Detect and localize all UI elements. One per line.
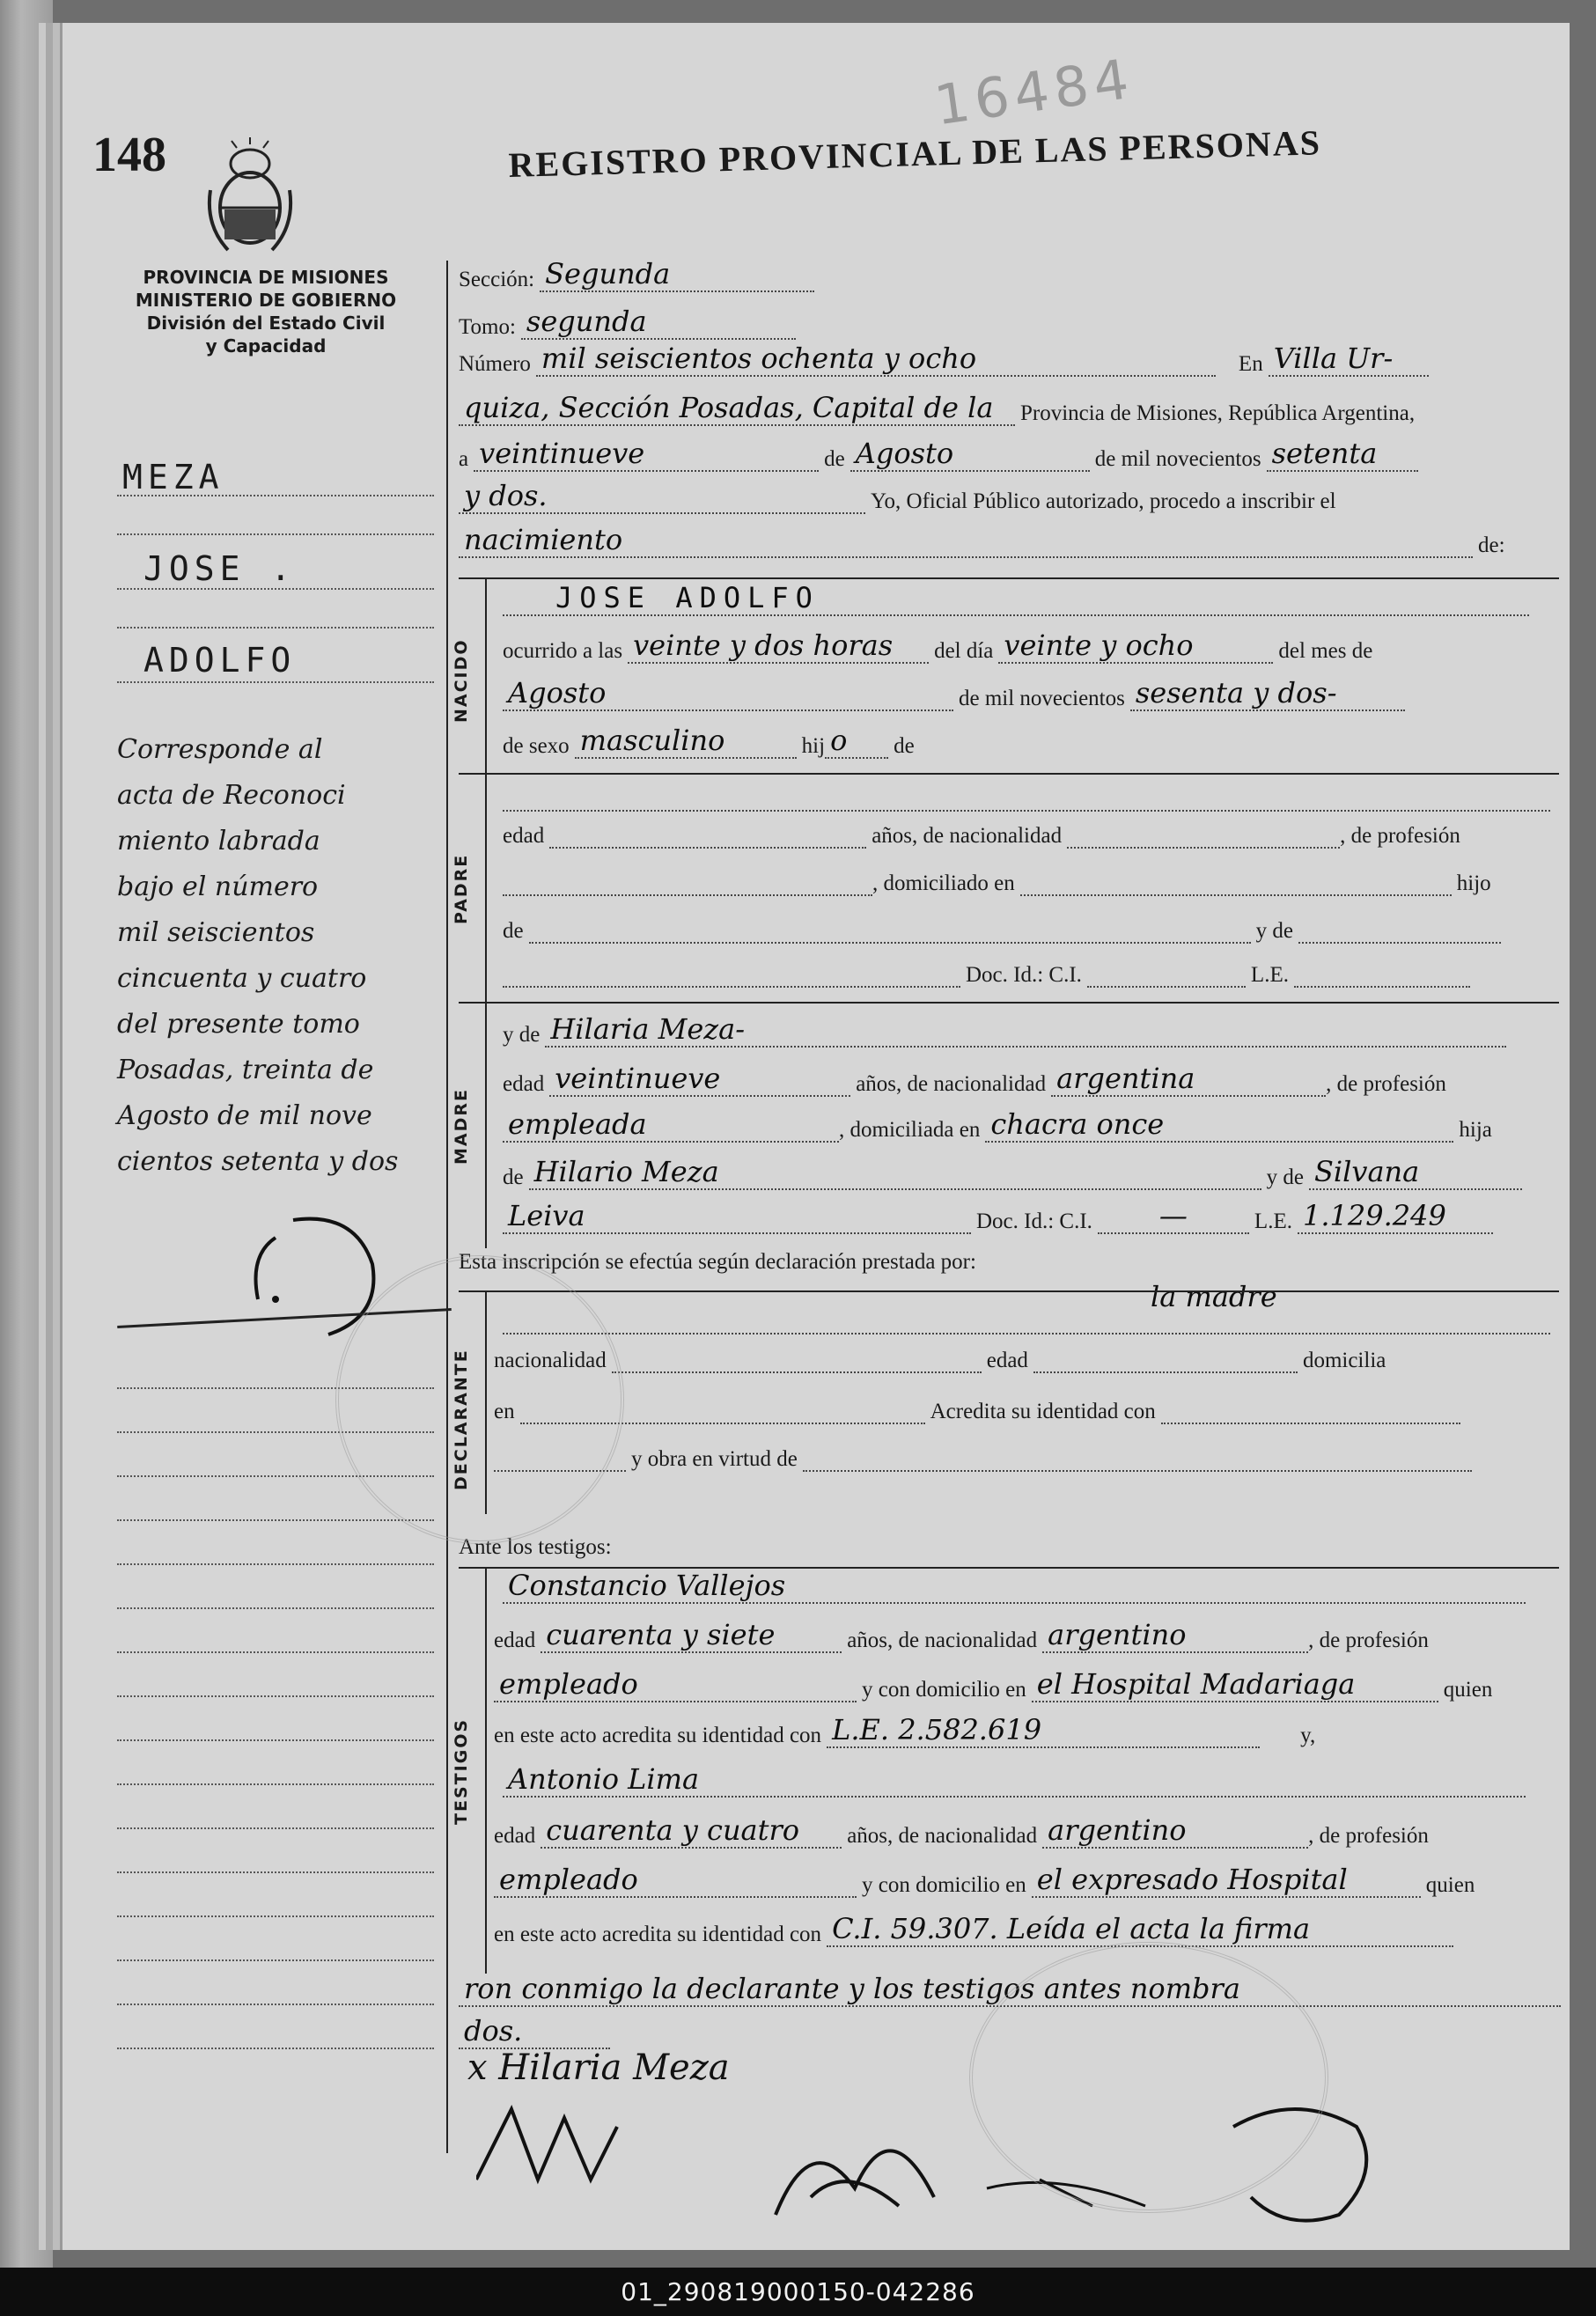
t2-dom-value: el expresado Hospital [1032,1863,1421,1898]
padre-rule [503,810,1550,812]
section-testigos [452,1567,1559,1974]
row-ocurrido [503,629,1372,664]
declarante-signature: x Hilaria Meza [467,2048,730,2088]
margin-rule [117,1651,434,1653]
margin-note-line: bajo el número [117,871,319,902]
testigos-tab-label: TESTIGOS [452,1717,471,1825]
padre-le-field [1294,959,1470,988]
row-madre-edad [503,1062,1446,1097]
t1-edad-value: cuarenta y siete [541,1618,842,1653]
madre-doc-label: Doc. Id.: C.I. [976,1209,1092,1233]
pencil-annotation: 16484 [930,46,1138,138]
row-t1-edad [494,1618,1429,1653]
row-madre-dom [503,1107,1492,1143]
margin-rule [117,1959,434,1961]
padre-prof-field [503,868,872,896]
margin-rule [117,2048,434,2049]
margin-rule [117,1739,434,1741]
decl-nac-field [612,1345,982,1373]
issuer-block [121,266,411,357]
testigos-intro: Ante los testigos: [459,1535,612,1559]
place-value: quiza, Sección Posadas, Capital de la [459,391,1015,426]
coat-of-arms-icon [202,137,298,261]
de-label: de [824,447,845,471]
madre-le-value: 1.129.249 [1298,1199,1493,1234]
book-edge [0,0,53,2271]
t1-id-value: L.E. 2.582.619 [827,1713,1260,1748]
margin-note-line: cientos setenta y dos [117,1146,399,1177]
t1-y-label: y, [1300,1724,1316,1747]
padre-doc-field0 [503,959,960,988]
row-madre-parents [503,1155,1522,1190]
hour-value: veinte y dos horas [628,629,929,664]
provincia-text: Provincia de Misiones, República Argentina, [1020,401,1416,425]
row-t2-edad [494,1813,1429,1849]
t2-prof-label: , de profesión [1308,1824,1429,1848]
closing-line2: dos. [459,2014,610,2049]
madre-mother-value: Silvana [1309,1155,1522,1190]
madre-tab [452,1004,487,1248]
decl-dom-label: domicilia [1302,1349,1386,1372]
sexo-value: masculino [575,724,797,759]
decl-edad-field [1033,1345,1298,1373]
decl-en-label: en [494,1400,515,1423]
sexo-label: de sexo [503,734,570,758]
row-t1-name [503,1569,1526,1604]
declarante-intro: Esta inscripción se efectúa según declaración prestada por: [459,1250,976,1274]
oficial-text: Yo, Oficial Público autorizado, procedo a inscribir el [871,489,1336,513]
birth-day-value: veinte y ocho [998,629,1273,664]
column-divider [446,261,448,2153]
issuer-ministry: MINISTERIO DE GOBIERNO [135,290,397,311]
row-madre-doc [503,1199,1493,1234]
issuer-division: División del Estado Civil [146,312,386,334]
t1-edad-label: edad [494,1629,536,1652]
madre-prof-label: , de profesión [1326,1072,1446,1096]
row-tomo [459,305,796,340]
padre-hijo-label: hijo [1456,871,1491,895]
margin-note-line: Agosto de mil nove [117,1100,372,1131]
row-t1-id [494,1713,1315,1748]
madre-yde2-label: y de [1266,1165,1304,1189]
registration-form [452,23,1570,2250]
t2-nac-value: argentino [1042,1813,1308,1849]
row-place [459,391,1415,426]
padre-dom-field [1020,868,1452,896]
row-closing2 [459,2014,610,2049]
closing-line1: ron conmigo la declarante y los testigos antes nombra [459,1972,1561,2007]
margin-rule [117,1783,434,1785]
birth-month-value: Agosto [503,676,953,711]
row-padre-doc [503,959,1470,988]
margin-rule [117,1915,434,1917]
t2-quien-label: quien [1425,1873,1475,1897]
row-date [459,437,1418,472]
margin-rule [117,1871,434,1873]
margin-note-line: miento labrada [117,826,320,857]
numero-label: Número [459,352,531,376]
row-decl-nac [494,1345,1386,1373]
margin-rule [117,1563,434,1565]
margin-rule [117,533,434,535]
madre-yde-label: y de [503,1023,541,1047]
year-value: setenta [1267,437,1418,472]
margin-name2: ADOLFO [143,641,297,680]
section-padre [452,773,1559,1004]
row-madre-name [503,1012,1506,1048]
month-value: Agosto [850,437,1090,472]
t2-edad-value: cuarenta y cuatro [541,1813,842,1849]
year-label: de mil novecientos [1094,447,1261,471]
margin-rule [117,1519,434,1521]
row-padre-edad [503,820,1460,849]
nacido-name: JOSE ADOLFO [503,581,1529,616]
year-cont-value: y dos. [459,479,865,514]
madre-name-value: Hilaria Meza- [545,1012,1506,1048]
birth-year-value: sesenta y dos- [1130,676,1405,711]
t1-prof-value: empleado [494,1667,857,1702]
padre-de-label: de [503,919,524,943]
document-title: REGISTRO PROVINCIAL DE LAS PERSONAS [508,122,1322,185]
padre-doc-field [1087,959,1246,988]
row-sexo [503,724,915,759]
row-padre-dom [503,868,1491,896]
padre-nac-label: años, de nacionalidad [872,824,1063,848]
scan-id-bar: 01_290819000150-042286 [0,2268,1596,2316]
padre-edad-label: edad [503,824,545,848]
margin-note-line: Posadas, treinta de [117,1055,374,1085]
margin-rule [117,2004,434,2005]
t2-id-value: C.I. 59.307. Leída el acta la firma [827,1912,1453,1947]
numero-value: mil seiscientos ochenta y ocho [536,342,1216,377]
margin-rule [117,588,434,590]
decl-obra-label: y obra en virtud de [631,1447,798,1471]
act-type-value: nacimiento [459,523,1473,558]
margin-rule [117,1827,434,1829]
margin-note-line: acta de Reconoci [117,780,346,811]
testigos-tab [452,1569,487,1974]
madre-dom-label: , domiciliada en [839,1118,981,1142]
row-seccion [459,257,814,292]
row-t2-id [494,1912,1453,1947]
row-oficial [459,479,1336,514]
madre-mother-value2: Leiva [503,1199,971,1234]
margin-note-line: mil seiscientos [117,917,315,948]
row-t1-dom [494,1667,1492,1702]
margin-name1: JOSE . [143,549,297,588]
margin-rule [117,495,434,496]
row-decl-obra [494,1444,1472,1472]
padre-doc-label: Doc. Id.: C.I. [966,963,1082,987]
t1-prof-label: , de profesión [1308,1629,1429,1652]
margin-note [117,727,445,1185]
padre-nac-field [1067,820,1340,849]
t1-quien-label: quien [1443,1678,1493,1702]
madre-prof-value: empleada [503,1107,839,1143]
ocurrido-label: ocurrido a las [503,639,623,663]
decl-edad-label: edad [986,1349,1028,1372]
declarante-por-value: la madre [1151,1280,1277,1313]
padre-edad-field [549,820,866,849]
padre-dom-label: , domiciliado en [872,871,1015,895]
t1-nac-value: argentino [1042,1618,1308,1653]
t2-edad-label: edad [494,1824,536,1848]
margin-rule [117,1607,434,1609]
row-t2-dom [494,1863,1475,1898]
margin-rule [117,627,434,629]
row-numero [459,342,1429,377]
decl-acredita-label: Acredita su identidad con [930,1400,1156,1423]
decl-nac-label: nacionalidad [494,1349,607,1372]
row-fullname [503,581,1529,616]
padre-yde-field [1298,915,1501,944]
madre-le-label: L.E. [1254,1209,1292,1233]
madre-edad-label: edad [503,1072,545,1096]
padre-tab-label: PADRE [452,853,471,925]
tomo-value: segunda [521,305,796,340]
margin-rule [117,1695,434,1697]
t2-name-value: Antonio Lima [503,1762,1526,1798]
section-madre [452,1002,1559,1248]
section-nacido [452,577,1559,775]
nacido-tab-label: NACIDO [452,638,471,723]
margin-surname: MEZA [122,458,224,496]
en-value: Villa Ur- [1269,342,1429,377]
t2-dom-label: y con domicilio en [862,1873,1026,1897]
a-label: a [459,447,469,471]
t1-dom-value: el Hospital Madariaga [1032,1667,1438,1702]
nacido-de-label: de [894,734,915,758]
del-dia-label: del día [934,639,994,663]
t2-acredita-label: en este acto acredita su identidad con [494,1923,822,1946]
madre-doc-value: — [1098,1199,1249,1234]
official-stamp [335,1255,624,1544]
official-stamp [969,1942,1328,2213]
t2-prof-value: empleado [494,1863,857,1898]
declarante-tab-label: DECLARANTE [452,1349,471,1491]
hijo-suffix: o [825,724,888,759]
seccion-value: Segunda [540,257,814,292]
row-t2-name [503,1762,1526,1798]
padre-prof-label: , de profesión [1340,824,1460,848]
margin-note-line: Corresponde al [117,734,323,765]
padre-yde-label: y de [1255,919,1293,943]
t2-nac-label: años, de nacionalidad [847,1824,1038,1848]
margin-note-line: cincuenta y cuatro [117,963,367,994]
t1-name-value: Constancio Vallejos [503,1569,1526,1604]
row-decl-en [494,1396,1460,1424]
birth-year-label: de mil novecientos [959,687,1125,710]
margin-rule [117,681,434,683]
t1-dom-label: y con domicilio en [862,1678,1026,1702]
seccion-label: Sección: [459,268,535,291]
issuer-province: PROVINCIA DE MISIONES [143,267,389,288]
issuer-division-cont: y Capacidad [205,335,327,357]
madre-dom-value: chacra once [985,1107,1453,1143]
document-page [60,23,1570,2250]
tomo-label: Tomo: [459,315,516,339]
row-month [503,676,1405,711]
del-mes-label: del mes de [1278,639,1373,663]
padre-le-label: L.E. [1250,963,1289,987]
t1-nac-label: años, de nacionalidad [847,1629,1038,1652]
madre-father-value: Hilario Meza [529,1155,1261,1190]
hijo-label: hij [801,734,826,758]
t1-acredita-label: en este acto acredita su identidad con [494,1724,822,1747]
madre-hija-label: hija [1459,1118,1492,1142]
declarante-rule [503,1333,1550,1334]
padre-de-field [529,915,1251,944]
madre-nac-value: argentina [1051,1062,1326,1097]
nacido-tab [452,579,487,775]
margin-note-line: del presente tomo [117,1009,360,1040]
en-label: En [1238,352,1263,376]
decl-obra-field [803,1444,1472,1472]
de-end-label: de: [1478,533,1505,557]
madre-tab-label: MADRE [452,1088,471,1165]
row-padre-de [503,915,1501,944]
madre-de-label: de [503,1165,524,1189]
padre-tab [452,775,487,1004]
row-act [459,523,1505,558]
decl-acredita-field [1161,1396,1460,1424]
madre-edad-value: veintinueve [549,1062,850,1097]
day-value: veintinueve [474,437,819,472]
page-number: 148 [92,128,166,182]
madre-nac-label: años, de nacionalidad [856,1072,1047,1096]
